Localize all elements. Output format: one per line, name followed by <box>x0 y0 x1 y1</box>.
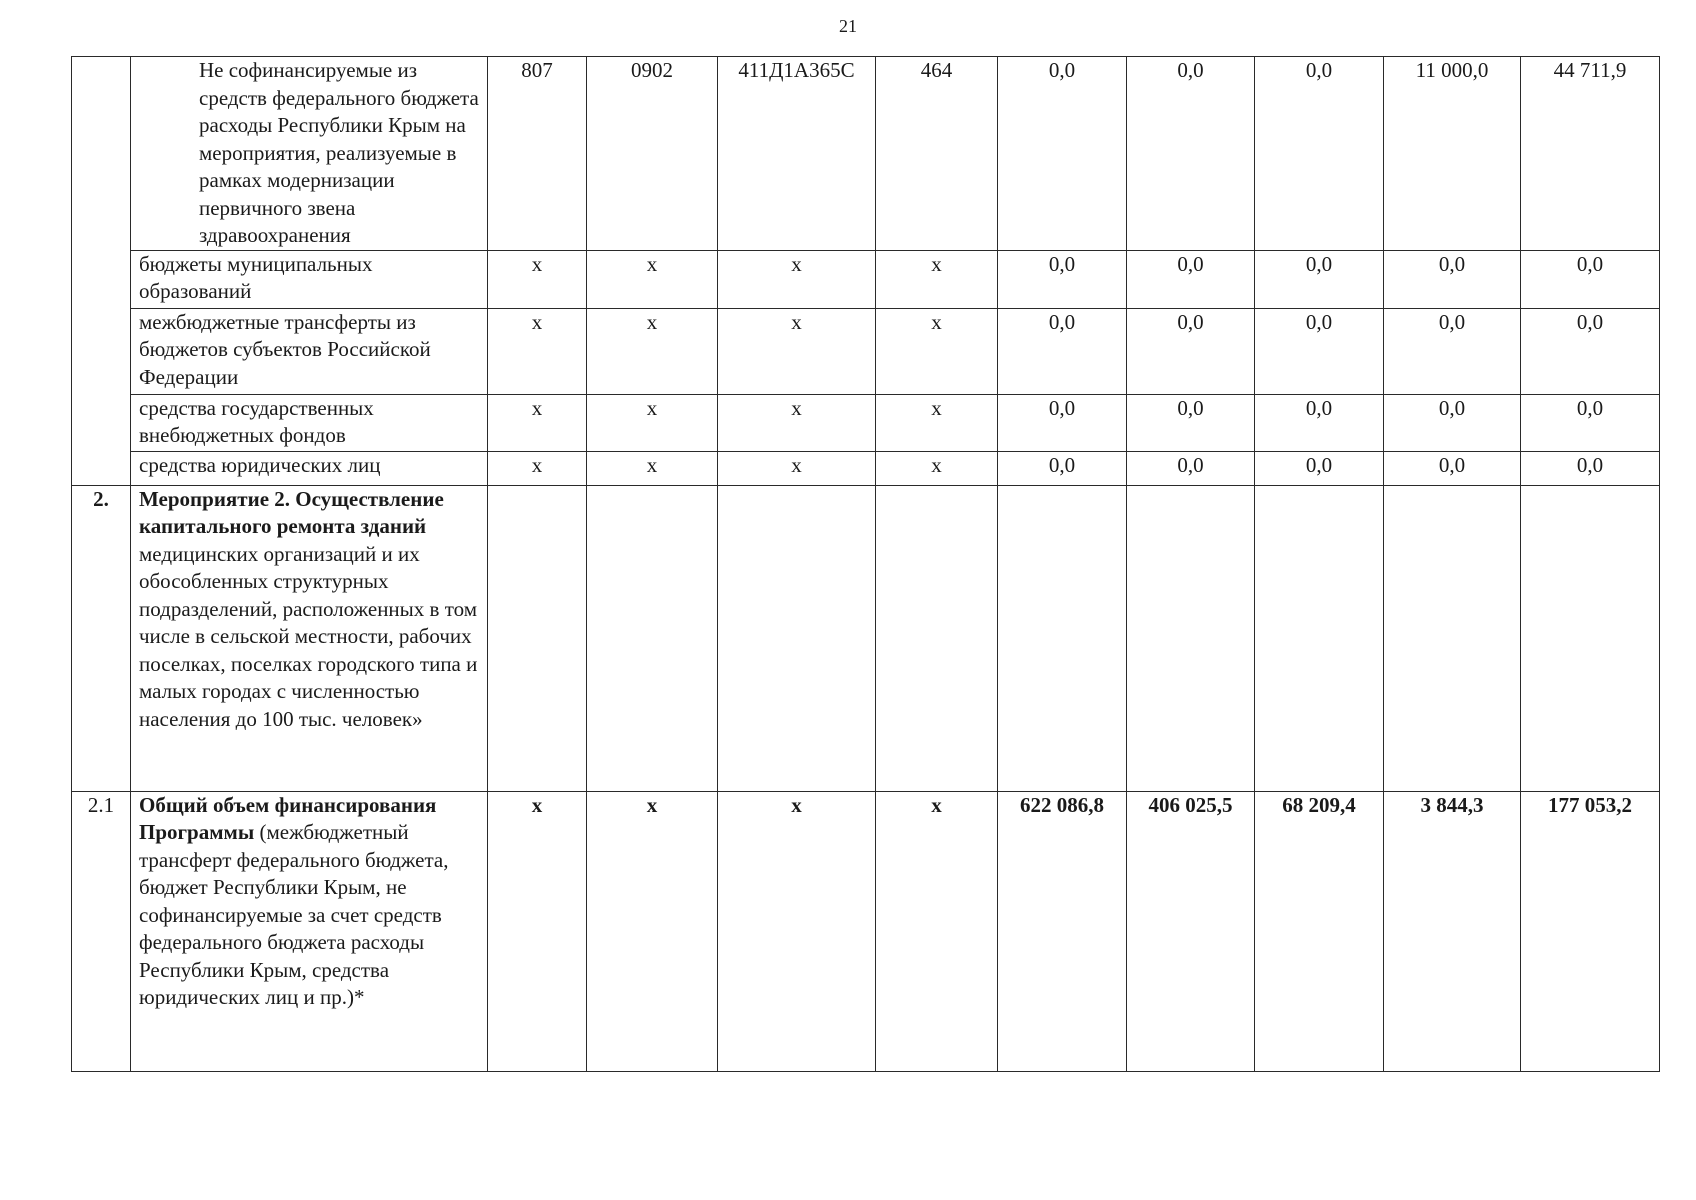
code-cell: х <box>587 394 718 451</box>
value-cell: 0,0 <box>1255 57 1384 251</box>
value-cell: 11 000,0 <box>1384 57 1521 251</box>
value-cell: 0,0 <box>1521 451 1660 485</box>
value-cell: 0,0 <box>998 250 1127 308</box>
row-description-bold: Общий объем финансирования Программы <box>139 792 437 844</box>
value-cell: 44 711,9 <box>1521 57 1660 251</box>
table-row <box>72 250 1660 308</box>
value-cell: 68 209,4 <box>1255 791 1384 1071</box>
value-cell: 3 844,3 <box>1384 791 1521 1071</box>
code-cell: х <box>718 451 876 485</box>
row-description: бюджеты муниципальных образований <box>131 250 488 308</box>
value-cell: 406 025,5 <box>1127 791 1255 1071</box>
table-row <box>72 485 1660 791</box>
row-description-bold: Мероприятие 2. Осуществление капитального ремонта зданий <box>139 486 444 538</box>
value-cell: 0,0 <box>1255 451 1384 485</box>
code-cell: х <box>587 451 718 485</box>
code-cell: х <box>876 451 998 485</box>
row-description <box>131 791 488 1071</box>
table-row <box>72 57 1660 251</box>
budget-table <box>71 56 1660 1072</box>
empty-cell <box>1255 485 1384 791</box>
value-cell: 177 053,2 <box>1521 791 1660 1071</box>
row-description-rest: медицинских организаций и их обособленных структурных подразделений, расположенных в том числе в сельской местности, рабочих поселках, поселках городского типа и малых городах с численностью населения до 100 тыс. человек» <box>139 541 478 731</box>
empty-cell <box>1384 485 1521 791</box>
value-cell: 0,0 <box>1255 308 1384 394</box>
row-description: межбюджетные трансферты из бюджетов субъектов Российской Федерации <box>131 308 488 394</box>
code-cell: х <box>876 394 998 451</box>
table-row <box>72 308 1660 394</box>
value-cell: 0,0 <box>1255 394 1384 451</box>
code-cell: х <box>488 394 587 451</box>
row-description-rest: (межбюджетный трансферт федерального бюджета, бюджет Республики Крым, не софинансируемые за счет средств федерального бюджета расходы Республики Крым, средства юридических лиц и пр.)* <box>139 820 449 1009</box>
code-cell: х <box>876 250 998 308</box>
value-cell: 0,0 <box>1384 308 1521 394</box>
row-description: средства юридических лиц <box>131 451 488 485</box>
code-cell: 464 <box>876 57 998 251</box>
code-cell: х <box>876 308 998 394</box>
empty-cell <box>587 485 718 791</box>
code-cell: 0902 <box>587 57 718 251</box>
code-cell: х <box>488 451 587 485</box>
code-cell: х <box>718 250 876 308</box>
value-cell: 0,0 <box>1127 250 1255 308</box>
value-cell: 622 086,8 <box>998 791 1127 1071</box>
code-cell: х <box>587 791 718 1071</box>
empty-cell <box>876 485 998 791</box>
row-number-cell: 2.1 <box>72 791 131 1071</box>
page-number: 21 <box>839 16 857 36</box>
row-number-cell <box>72 57 131 486</box>
row-description: средства государственных внебюджетных фондов <box>131 394 488 451</box>
value-cell: 0,0 <box>998 394 1127 451</box>
table-row <box>72 791 1660 1071</box>
code-cell: 807 <box>488 57 587 251</box>
row-description: Не софинансируемые из средств федерального бюджета расходы Республики Крым на мероприятия, реализуемые в рамках модернизации первичного звена здравоохранения <box>131 57 488 251</box>
value-cell: 0,0 <box>1521 394 1660 451</box>
code-cell: х <box>718 394 876 451</box>
value-cell: 0,0 <box>1384 250 1521 308</box>
empty-cell <box>1521 485 1660 791</box>
empty-cell <box>1127 485 1255 791</box>
code-cell: х <box>876 791 998 1071</box>
code-cell: х <box>718 308 876 394</box>
value-cell: 0,0 <box>1127 394 1255 451</box>
value-cell: 0,0 <box>1127 57 1255 251</box>
value-cell: 0,0 <box>1521 308 1660 394</box>
code-cell: х <box>587 308 718 394</box>
value-cell: 0,0 <box>998 451 1127 485</box>
code-cell: х <box>488 791 587 1071</box>
value-cell: 0,0 <box>1255 250 1384 308</box>
table-row <box>72 394 1660 451</box>
value-cell: 0,0 <box>1384 451 1521 485</box>
code-cell: х <box>718 791 876 1071</box>
empty-cell <box>488 485 587 791</box>
code-cell: х <box>488 250 587 308</box>
value-cell: 0,0 <box>1127 308 1255 394</box>
code-cell: х <box>488 308 587 394</box>
code-cell: х <box>587 250 718 308</box>
value-cell: 0,0 <box>1521 250 1660 308</box>
row-description <box>131 485 488 791</box>
value-cell: 0,0 <box>998 57 1127 251</box>
empty-cell <box>718 485 876 791</box>
value-cell: 0,0 <box>1384 394 1521 451</box>
row-number-cell: 2. <box>72 485 131 791</box>
table-row <box>72 451 1660 485</box>
value-cell: 0,0 <box>1127 451 1255 485</box>
code-cell: 411Д1А365С <box>718 57 876 251</box>
empty-cell <box>998 485 1127 791</box>
value-cell: 0,0 <box>998 308 1127 394</box>
